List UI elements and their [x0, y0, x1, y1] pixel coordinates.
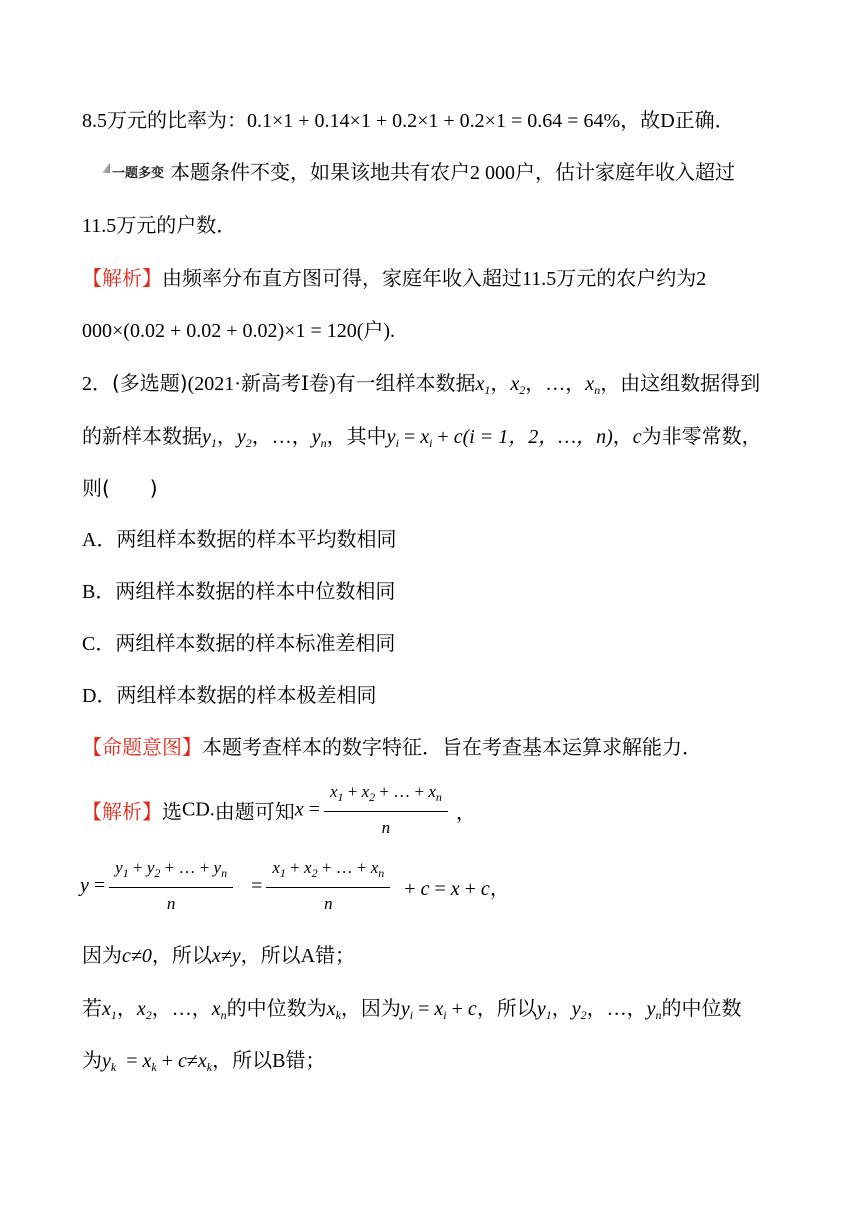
option-text: 两组样本数据的样本标准差相同: [115, 631, 396, 655]
text: 万元的农户约为: [556, 266, 697, 290]
mean-x: x =: [294, 798, 320, 821]
analysis-label: 【解析】: [82, 266, 162, 290]
equals: =: [251, 874, 263, 897]
line-ratio: [82, 106, 735, 135]
formula: x≠y: [211, 945, 241, 967]
formula: 0.1×1 + 0.14×1 + 0.2×1 + 0.2×1 = 0.64 = 64%: [247, 110, 621, 132]
text: ，: [455, 799, 476, 824]
option-text: 两组样本数据的样本平均数相同: [116, 527, 397, 551]
value: 8.5: [82, 110, 107, 132]
badge-text: 一题多变: [112, 166, 165, 181]
question-2-line-1: [82, 369, 760, 404]
value: 11.5: [522, 268, 557, 290]
var-list-y: $y_1$，$y_2$，…，$y_n$: [202, 426, 327, 450]
source: (2021·: [187, 373, 241, 395]
relation: $y_i = x_i + c$: [386, 426, 463, 450]
condition: (i = 1，2，…，n): [462, 426, 613, 448]
text: 错；: [315, 943, 356, 967]
option-letter: B: [272, 1050, 286, 1072]
text: 由频率分布直方图可得，家庭年收入超过: [162, 266, 522, 290]
option-d: [82, 681, 376, 710]
analysis-2-line-4: [82, 994, 741, 1029]
analysis-label: 【解析】: [82, 799, 162, 824]
variant-badge: [102, 160, 164, 188]
text: 由题可知: [214, 799, 295, 824]
source: Ⅰ: [300, 373, 309, 395]
option-text: 两组样本数据的样本极差相同: [116, 683, 377, 707]
option-letter: B．: [82, 581, 116, 603]
text: ，: [612, 424, 633, 448]
option-letter: D．: [82, 685, 117, 707]
text: 的中位数: [661, 996, 742, 1020]
option-letter: D: [660, 110, 675, 132]
text: 有一组样本数据: [335, 371, 476, 395]
question-2-line-2: [82, 422, 762, 457]
intent-text: 本题考查样本的数字特征．旨在考查基本运算求解能力．: [202, 735, 702, 759]
option-a: [82, 525, 396, 554]
intent-label: 【命题意图】: [82, 735, 202, 759]
var-list-x: $x_1$，$x_2$，…，$x_n$: [102, 998, 227, 1022]
analysis-2-line-1: [82, 782, 476, 838]
text: 的中位数为: [226, 996, 327, 1020]
text: 正确．: [674, 108, 735, 132]
option-text: 两组样本数据的样本中位数相同: [115, 579, 396, 603]
question-2-line-3: [82, 474, 158, 502]
value: 2: [696, 268, 707, 290]
formula: 000×(0.02 + 0.02 + 0.02)×1 = 120(: [82, 320, 364, 342]
text: ，所以: [151, 943, 212, 967]
text: 因为: [82, 943, 122, 967]
source: 卷: [308, 371, 329, 395]
text: 万元的比率为：: [107, 108, 247, 132]
text: ，由这组数据得到: [600, 371, 761, 395]
text: 若: [82, 996, 102, 1020]
fraction-mean-x: $\frac{x_1 + x_2 + \dots + x_n}{n}$: [324, 782, 448, 838]
analysis-2-line-2: [80, 858, 510, 914]
source: ): [328, 373, 336, 395]
var-list-x: $x_1$，$x_2$，…，$x_n$: [475, 373, 601, 397]
text: ，所以: [212, 1048, 273, 1072]
text: ，所以: [240, 943, 301, 967]
fraction-mean-x-2: $\frac{x_1 + x_2 + \dots + x_n}{n}$: [266, 858, 390, 914]
analysis-line-2: [82, 316, 395, 345]
variant-line: [82, 158, 735, 188]
value: 2 000: [470, 162, 516, 184]
formula: c≠0: [122, 945, 152, 967]
text: ，故: [620, 108, 661, 132]
option-b: [82, 577, 395, 606]
var-list-y: $y_1$，$y_2$，…，$y_n$: [536, 998, 662, 1022]
value: 11.5: [82, 215, 117, 237]
text: ).: [383, 320, 396, 342]
answer: CD.: [182, 798, 215, 821]
text: 选: [162, 799, 182, 824]
text: 为非零常数，: [641, 424, 762, 448]
text: 万元的户数．: [116, 213, 237, 237]
relation: $y_i = x_i + c$: [400, 998, 477, 1022]
text: ，其中: [326, 424, 387, 448]
intent-line: [82, 733, 702, 761]
analysis-2-line-5: [82, 1046, 325, 1081]
result: + c = x + c，: [404, 877, 510, 900]
text: 错；: [285, 1048, 326, 1072]
option-letter: A．: [82, 529, 117, 551]
text: 为: [82, 1048, 102, 1072]
var-c: c: [632, 426, 642, 448]
text: 户: [363, 318, 384, 342]
text: 户，估计家庭年收入超过: [515, 160, 736, 184]
answer-blank: 则( ): [82, 476, 158, 500]
text: 的新样本数据: [82, 424, 202, 448]
text: ，因为: [340, 996, 401, 1020]
badge-mark-icon: [102, 163, 110, 173]
text: 本题条件不变，如果该地共有农户: [170, 160, 471, 184]
option-c: [82, 629, 395, 658]
question-number: 2．: [82, 373, 112, 395]
analysis-line-1: [82, 264, 706, 293]
mean-y: y =: [80, 874, 106, 897]
variant-line-2: [82, 211, 236, 240]
option-letter: A: [300, 945, 316, 967]
question-tag: (多选题): [112, 371, 188, 395]
source: 新高考: [240, 371, 301, 395]
median-formula: $y_k = x_k + c\ne x_k$: [102, 1050, 213, 1074]
var-xk: $x_k$: [326, 998, 341, 1022]
analysis-2-line-3: [82, 941, 355, 970]
text: ，所以: [476, 996, 537, 1020]
option-letter: C．: [82, 633, 116, 655]
fraction-mean-y: $\frac{y_1 + y_2 + \dots + y_n}{n}$: [109, 858, 233, 914]
